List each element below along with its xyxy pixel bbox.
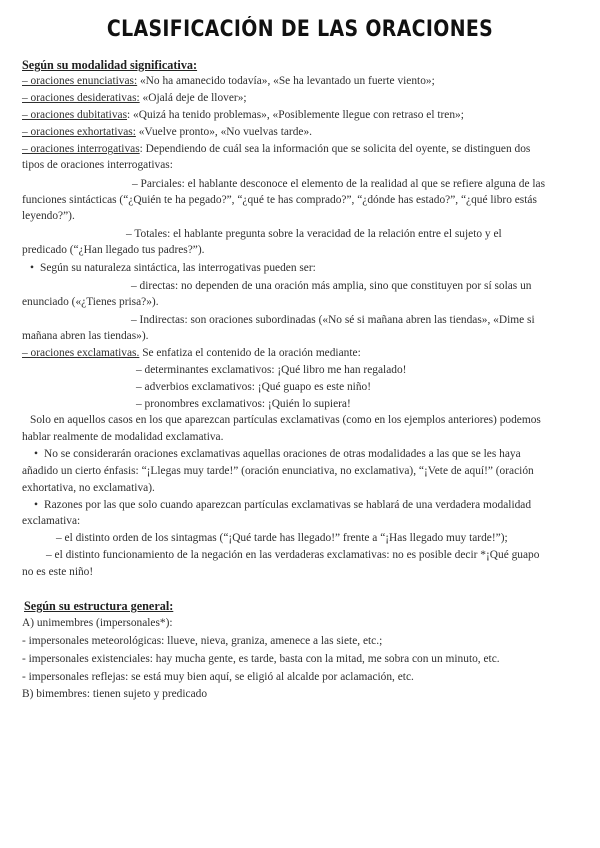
parciales-line-2: funciones sintácticas (“¿Quién te ha pegado?”, “¿qué te has comprado?”, “¿dónde has estado?”, “¿qué libro estás xyxy=(22,194,537,206)
reflejas-line: - impersonales reflejas: se está muy bien aquí, se eligió al alcalde por aclamación, etc. xyxy=(22,671,414,683)
label-enunciativas: – oraciones enunciativas: xyxy=(22,75,138,87)
text-interrogativas: : Dependiendo de cuál sea la información que se solicita del oyente, se distinguen dos xyxy=(139,143,531,155)
existenciales-line: - impersonales existenciales: hay mucha gente, es tarde, basta con la mitad, me sobra con un minuto, etc. xyxy=(22,653,500,665)
section-heading-estructura: Según su estructura general: xyxy=(24,599,174,613)
noconsider-line-2: añadido un cierto énfasis: “¡Llegas muy tarde!” (oración enunciativa, no exclamativa), “¡Vete de aquí!” (oración xyxy=(22,465,534,477)
totales-line-2: predicado (“¿Han llegado tus padres?”). xyxy=(22,244,205,256)
item-exclamativas xyxy=(22,345,361,361)
item-desiderativas xyxy=(22,90,247,106)
naturaleza-item xyxy=(30,260,316,276)
noconsider-text: No se considerarán oraciones exclamativas aquellas oraciones de otras modalidades a las que se les haya xyxy=(44,448,521,460)
text-enunciativas: «No ha amanecido todavía», «Se ha levantado un fuerte viento»; xyxy=(137,75,435,87)
bullet-icon: • xyxy=(34,499,38,511)
meteorologicas-line: - impersonales meteorológicas: llueve, nieva, graniza, amenece a las siete, etc.; xyxy=(22,635,383,647)
label-dubitativas: – oraciones dubitativas xyxy=(22,109,128,121)
item-enunciativas xyxy=(22,73,435,89)
directas-line-1: – directas: no dependen de una oración más amplia, sino que constituyen por sí solas un xyxy=(131,280,532,292)
solo-line-1: Solo en aquellos casos en los que aparezcan partículas exclamativas (como en los ejemplos anteriores) podemos xyxy=(30,414,541,426)
text-desiderativas: «Ojalá deje de llover»; xyxy=(139,92,247,104)
noconsider-line-3: exhortativa, no exclamativa). xyxy=(22,482,155,494)
text-exclamativas: Se enfatiza el contenido de la oración mediante: xyxy=(139,347,361,359)
razones-text: Razones por las que solo cuando aparezcan partículas exclamativas se hablará de una verdadera modalidad xyxy=(44,499,532,511)
label-interrogativas: – oraciones interrogativas xyxy=(22,143,140,155)
directas-line-2: enunciado («¿Tienes prisa?»). xyxy=(22,296,159,308)
text-dubitativas: : «Quizá ha tenido problemas», «Posiblemente llegue con retraso el tren»; xyxy=(127,109,464,121)
orden-line: – el distinto orden de los sintagmas (“¡Qué tarde has llegado!” frente a “¡Has llegado muy tarde!”); xyxy=(56,532,508,544)
solo-line-2: hablar realmente de modalidad exclamativa. xyxy=(22,431,224,443)
totales-line-1: – Totales: el hablante pregunta sobre la veracidad de la relación entre el sujeto y el xyxy=(126,228,502,240)
item-dubitativas xyxy=(22,107,464,123)
interrogativas-cont: tipos de oraciones interrogativas: xyxy=(22,159,173,171)
section-heading-modalidad: Según su modalidad significativa: xyxy=(22,58,198,72)
naturaleza-text: Según su naturaleza sintáctica, las interrogativas pueden ser: xyxy=(40,262,316,274)
label-desiderativas: – oraciones desiderativas: xyxy=(22,92,140,104)
razones-line-1 xyxy=(34,497,531,513)
bullet-icon: • xyxy=(34,448,38,460)
adverbios-line: – adverbios exclamativos: ¡Qué guapo es este niño! xyxy=(136,381,372,393)
parciales-line-1: – Parciales: el hablante desconoce el elemento de la realidad al que se refiere alguna de las xyxy=(132,178,546,190)
indirectas-line-2: mañana abren las tiendas»). xyxy=(22,330,149,342)
label-exhortativas: – oraciones exhortativas: xyxy=(22,126,136,138)
indirectas-line-1: – Indirectas: son oraciones subordinadas («No sé si mañana abren las tiendas», «Dime si xyxy=(131,314,535,326)
label-exclamativas: – oraciones exclamativas. xyxy=(22,347,140,359)
negacion-line-2: no es este niño! xyxy=(22,566,94,578)
razones-line-2: exclamativa: xyxy=(22,515,81,527)
pronombres-line: – pronombres exclamativos: ¡Quién lo supiera! xyxy=(136,398,351,410)
item-exhortativas xyxy=(22,124,312,140)
item-interrogativas xyxy=(22,141,530,157)
determinantes-line: – determinantes exclamativos: ¡Qué libro me han regalado! xyxy=(136,364,407,376)
bimembres-line: B) bimembres: tienen sujeto y predicado xyxy=(22,688,208,700)
negacion-line-1: – el distinto funcionamiento de la negación en las verdaderas exclamativas: no es posible decir *¡Qué guapo xyxy=(46,549,540,561)
parciales-line-3: leyendo?”). xyxy=(22,210,75,222)
page-title: CLASIFICACIÓN DE LAS ORACIONES xyxy=(106,17,494,42)
unimembres-line: A) unimembres (impersonales*): xyxy=(22,617,173,629)
text-exhortativas: «Vuelve pronto», «No vuelvas tarde». xyxy=(135,126,313,138)
bullet-icon: • xyxy=(30,262,34,274)
noconsider-line-1 xyxy=(34,446,521,462)
